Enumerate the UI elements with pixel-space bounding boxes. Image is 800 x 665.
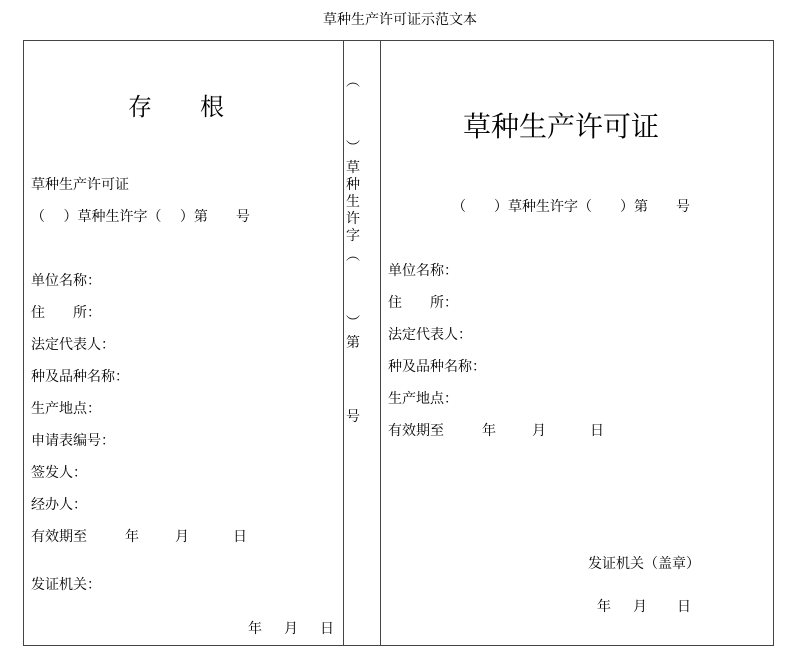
license-validity-month: 月: [532, 423, 546, 439]
stub-issuer: 发证机关：: [31, 577, 101, 593]
document-title: 草种生产许可证示范文本: [323, 12, 477, 28]
stub-field: 签发人：: [31, 465, 87, 481]
stub-subtitle: 草种生产许可证: [31, 177, 129, 193]
spine-divider-left: [343, 40, 344, 646]
license-date-day: 日: [677, 599, 691, 615]
license-field: 单位名称：: [388, 263, 458, 279]
stub-date-day: 日: [320, 621, 334, 637]
license-title: 草种生产许可证: [463, 110, 660, 143]
license-date-month: 月: [633, 599, 647, 615]
stub-date-year: 年: [248, 621, 262, 637]
license-field: 住 所：: [388, 295, 458, 311]
stub-number-line: （ ）草种生许字（ ）第 号: [31, 209, 250, 225]
stub-validity-year: 年: [125, 529, 139, 545]
license-field: 生产地点：: [388, 391, 458, 407]
spine-char: 草: [346, 160, 360, 176]
stub-field: 经办人：: [31, 497, 87, 513]
spine-char: ︶: [346, 315, 360, 331]
spine-char: 许: [346, 211, 360, 227]
stub-validity-label: 有效期至: [31, 529, 87, 545]
license-issuer: 发证机关（盖章）: [588, 556, 700, 572]
stub-validity-month: 月: [175, 529, 189, 545]
stub-field: 单位名称：: [31, 273, 101, 289]
license-field: 法定代表人：: [388, 327, 472, 343]
stub-field: 生产地点：: [31, 401, 101, 417]
license-date-year: 年: [597, 599, 611, 615]
license-field: 种及品种名称：: [388, 359, 486, 375]
spine-char: 第: [346, 335, 360, 351]
stub-validity-day: 日: [233, 529, 247, 545]
spine-char: ︵: [346, 74, 360, 90]
spine-char: ︶: [346, 140, 360, 156]
spine-divider-right: [380, 40, 381, 646]
stub-field: 种及品种名称：: [31, 369, 129, 385]
license-number-line: （ ）草种生许字（ ）第 号: [452, 199, 690, 215]
license-validity-label: 有效期至: [388, 423, 444, 439]
stub-field: 法定代表人：: [31, 337, 115, 353]
stub-field: 住 所：: [31, 305, 101, 321]
spine-char: ︵: [346, 248, 360, 264]
stub-field: 申请表编号：: [31, 433, 115, 449]
license-validity-day: 日: [590, 423, 604, 439]
spine-char: 生: [346, 194, 360, 210]
license-validity-year: 年: [482, 423, 496, 439]
stub-date-month: 月: [284, 621, 298, 637]
spine-char: 字: [346, 228, 360, 244]
spine-char: 种: [346, 177, 360, 193]
spine-char: 号: [346, 409, 360, 425]
stub-title: 存 根: [128, 93, 224, 121]
